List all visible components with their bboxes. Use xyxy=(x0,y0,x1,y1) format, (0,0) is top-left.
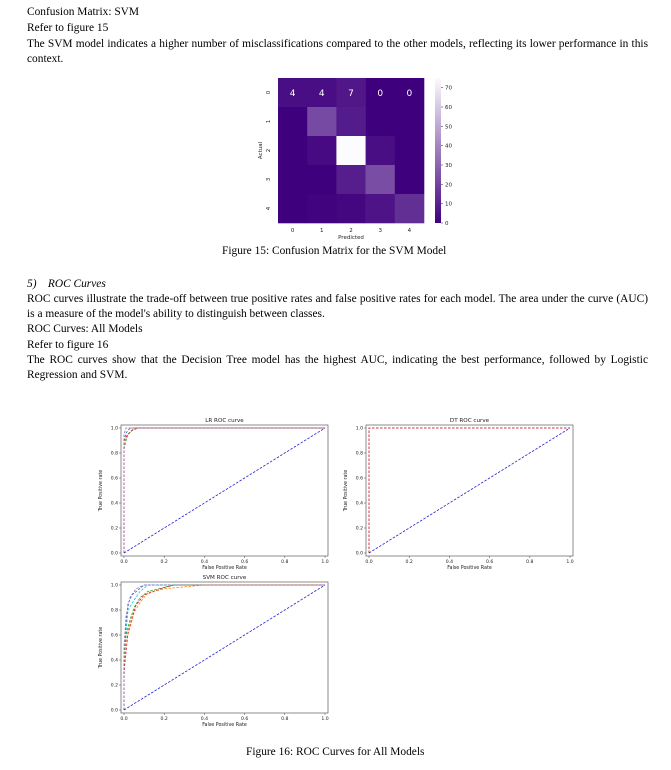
heatmap-cell xyxy=(395,194,425,223)
lr-roc-x-tick-label: 0.2 xyxy=(160,560,168,565)
heatmap-cell xyxy=(278,107,308,136)
svm-roc-y-tick-label: 0.4 xyxy=(110,658,118,664)
heatmap-cell-label: 4 xyxy=(289,89,296,99)
roc-summary: The ROC curves show that the Decision Tree model has the highest AUC, indicating the best performance, followed by Logistic Regression and SVM. xyxy=(27,354,648,382)
lr-roc-title: LR ROC curve xyxy=(205,418,244,424)
heatmap-cell xyxy=(307,136,337,165)
roc-reference: Refer to figure 16 xyxy=(27,339,109,351)
heatmap-cell-label: 4 xyxy=(318,89,325,99)
dt-roc-y-tick-label: 0.8 xyxy=(355,451,363,457)
heatmap-x-tick: 3 xyxy=(378,228,382,234)
heatmap-y-tick: 4 xyxy=(266,206,272,211)
svm-roc-title: SVM ROC curve xyxy=(202,575,247,581)
heatmap-cell xyxy=(336,107,366,136)
lr-roc-x-tick-label: 0.8 xyxy=(281,560,289,565)
colorbar-tick-label: 20 xyxy=(445,182,452,189)
svm-roc-y-tick-label: 0.8 xyxy=(110,608,118,614)
heatmap-cell xyxy=(336,136,366,165)
dt-roc-x-tick-label: 0.8 xyxy=(526,560,534,565)
svm-roc-x-tick-label: 0.8 xyxy=(281,717,289,722)
lr-roc-y-tick-label: 0.6 xyxy=(110,476,118,482)
heatmap-cell xyxy=(278,194,308,223)
heatmap-cell xyxy=(366,194,396,223)
heatmap-x-tick: 4 xyxy=(407,228,412,234)
heatmap-y-tick: 1 xyxy=(266,119,272,124)
lr-roc-x-tick-label: 1.0 xyxy=(321,560,329,565)
dt-roc-x-tick-label: 0.6 xyxy=(485,560,494,565)
svm-roc-y-tick-label: 0.2 xyxy=(110,683,118,689)
heatmap-x-tick: 1 xyxy=(320,228,324,234)
dt-roc-x-label: False Positive Rate xyxy=(447,566,492,571)
roc-heading: ROC Curves: All Models xyxy=(27,323,143,335)
dt-roc-y-label: True Positive rate xyxy=(344,469,349,512)
heatmap-cell xyxy=(395,136,425,165)
colorbar xyxy=(435,78,441,223)
heatmap-cell xyxy=(395,107,425,136)
svm-roc-x-tick-label: 0.4 xyxy=(200,717,209,722)
heatmap-y-tick: 0 xyxy=(266,90,272,95)
dt-roc-y-tick-label: 0.6 xyxy=(355,476,363,482)
svm-roc-x-label: False Positive Rate xyxy=(202,723,247,728)
colorbar-tick-label: 40 xyxy=(445,143,452,150)
cm-reference: Refer to figure 15 xyxy=(27,22,109,34)
colorbar-tick-label: 70 xyxy=(445,85,452,92)
svm-roc-x-tick-label: 1.0 xyxy=(321,717,329,722)
figure-15-caption: Figure 15: Confusion Matrix for the SVM Model xyxy=(222,245,447,257)
dt-roc-x-tick-label: 0.4 xyxy=(445,560,454,565)
heatmap-x-label: Predicted xyxy=(338,235,364,241)
heatmap-cell xyxy=(307,165,337,194)
lr-roc-x-tick-label: 0.4 xyxy=(200,560,209,565)
figure-16-caption: Figure 16: ROC Curves for All Models xyxy=(246,746,425,758)
roc-section-heading: 5) ROC Curves xyxy=(27,278,106,290)
lr-roc-x-tick-label: 0.6 xyxy=(240,560,249,565)
colorbar-tick-label: 0 xyxy=(445,221,449,227)
colorbar-tick-label: 60 xyxy=(445,105,452,111)
roc-description: ROC curves illustrate the trade-off between true positive rates and false positive rates for each model. The area under the curve (AUC) is a measure of the model's ability to distinguish between classes. xyxy=(27,293,648,321)
lr-roc-y-tick-label: 0.4 xyxy=(110,501,118,507)
heatmap-y-tick: 2 xyxy=(266,148,272,153)
svm-roc-x-tick-label: 0.6 xyxy=(240,717,249,722)
heatmap-x-tick: 2 xyxy=(349,228,353,234)
heatmap-cell-label: 7 xyxy=(348,89,354,99)
lr-roc-y-tick-label: 1.0 xyxy=(110,426,118,432)
heatmap-cell xyxy=(336,194,366,223)
heatmap-cell xyxy=(395,165,425,194)
dt-roc-y-tick-label: 1.0 xyxy=(355,426,363,432)
heatmap-cell xyxy=(278,136,308,165)
svm-roc-x-tick-label: 0.2 xyxy=(160,717,168,722)
svm-roc-y-tick-label: 0.6 xyxy=(110,633,118,639)
heatmap-cell xyxy=(366,165,396,194)
cm-description: The SVM model indicates a higher number of misclassifications compared to the other models, reflecting its lower performance in this context. xyxy=(27,38,648,66)
heatmap-y-tick: 3 xyxy=(266,177,272,182)
cm-heading: Confusion Matrix: SVM xyxy=(27,6,140,18)
dt-roc-y-tick-label: 0.2 xyxy=(355,526,363,532)
colorbar-tick-label: 30 xyxy=(445,163,452,169)
heatmap-cell xyxy=(278,165,308,194)
heatmap-cell xyxy=(307,107,337,136)
colorbar-tick-label: 10 xyxy=(445,201,452,208)
heatmap-cell xyxy=(366,136,396,165)
svm-roc-y-tick-label: 0.0 xyxy=(110,708,118,714)
svm-roc-y-label: True Positive rate xyxy=(99,626,104,669)
heatmap-cell-label: 0 xyxy=(406,89,413,99)
dt-roc-title: DT ROC curve xyxy=(449,418,490,424)
lr-roc-y-tick-label: 0.2 xyxy=(110,526,118,532)
svm-roc-x-tick-label: 0.0 xyxy=(120,717,128,722)
heatmap-y-label: Actual xyxy=(258,141,264,160)
lr-roc-y-tick-label: 0.0 xyxy=(110,551,118,557)
heatmap-cell xyxy=(307,194,337,223)
lr-roc-x-tick-label: 0.0 xyxy=(120,560,128,565)
dt-roc-x-tick-label: 0.0 xyxy=(365,560,373,565)
lr-roc-y-label: True Positive rate xyxy=(99,469,104,512)
dt-roc-x-tick-label: 1.0 xyxy=(566,560,574,565)
dt-roc-y-tick-label: 0.4 xyxy=(355,501,363,507)
dt-roc-x-tick-label: 0.2 xyxy=(405,560,413,565)
heatmap-cell xyxy=(366,107,396,136)
lr-roc-y-tick-label: 0.8 xyxy=(110,451,118,457)
heatmap-cell-label: 0 xyxy=(377,89,384,99)
dt-roc-y-tick-label: 0.0 xyxy=(355,551,363,557)
heatmap-x-tick: 0 xyxy=(290,228,295,234)
svm-roc-y-tick-label: 1.0 xyxy=(110,583,118,589)
heatmap-cell xyxy=(336,165,366,194)
colorbar-tick-label: 50 xyxy=(445,124,452,131)
lr-roc-x-label: False Positive Rate xyxy=(202,566,247,571)
